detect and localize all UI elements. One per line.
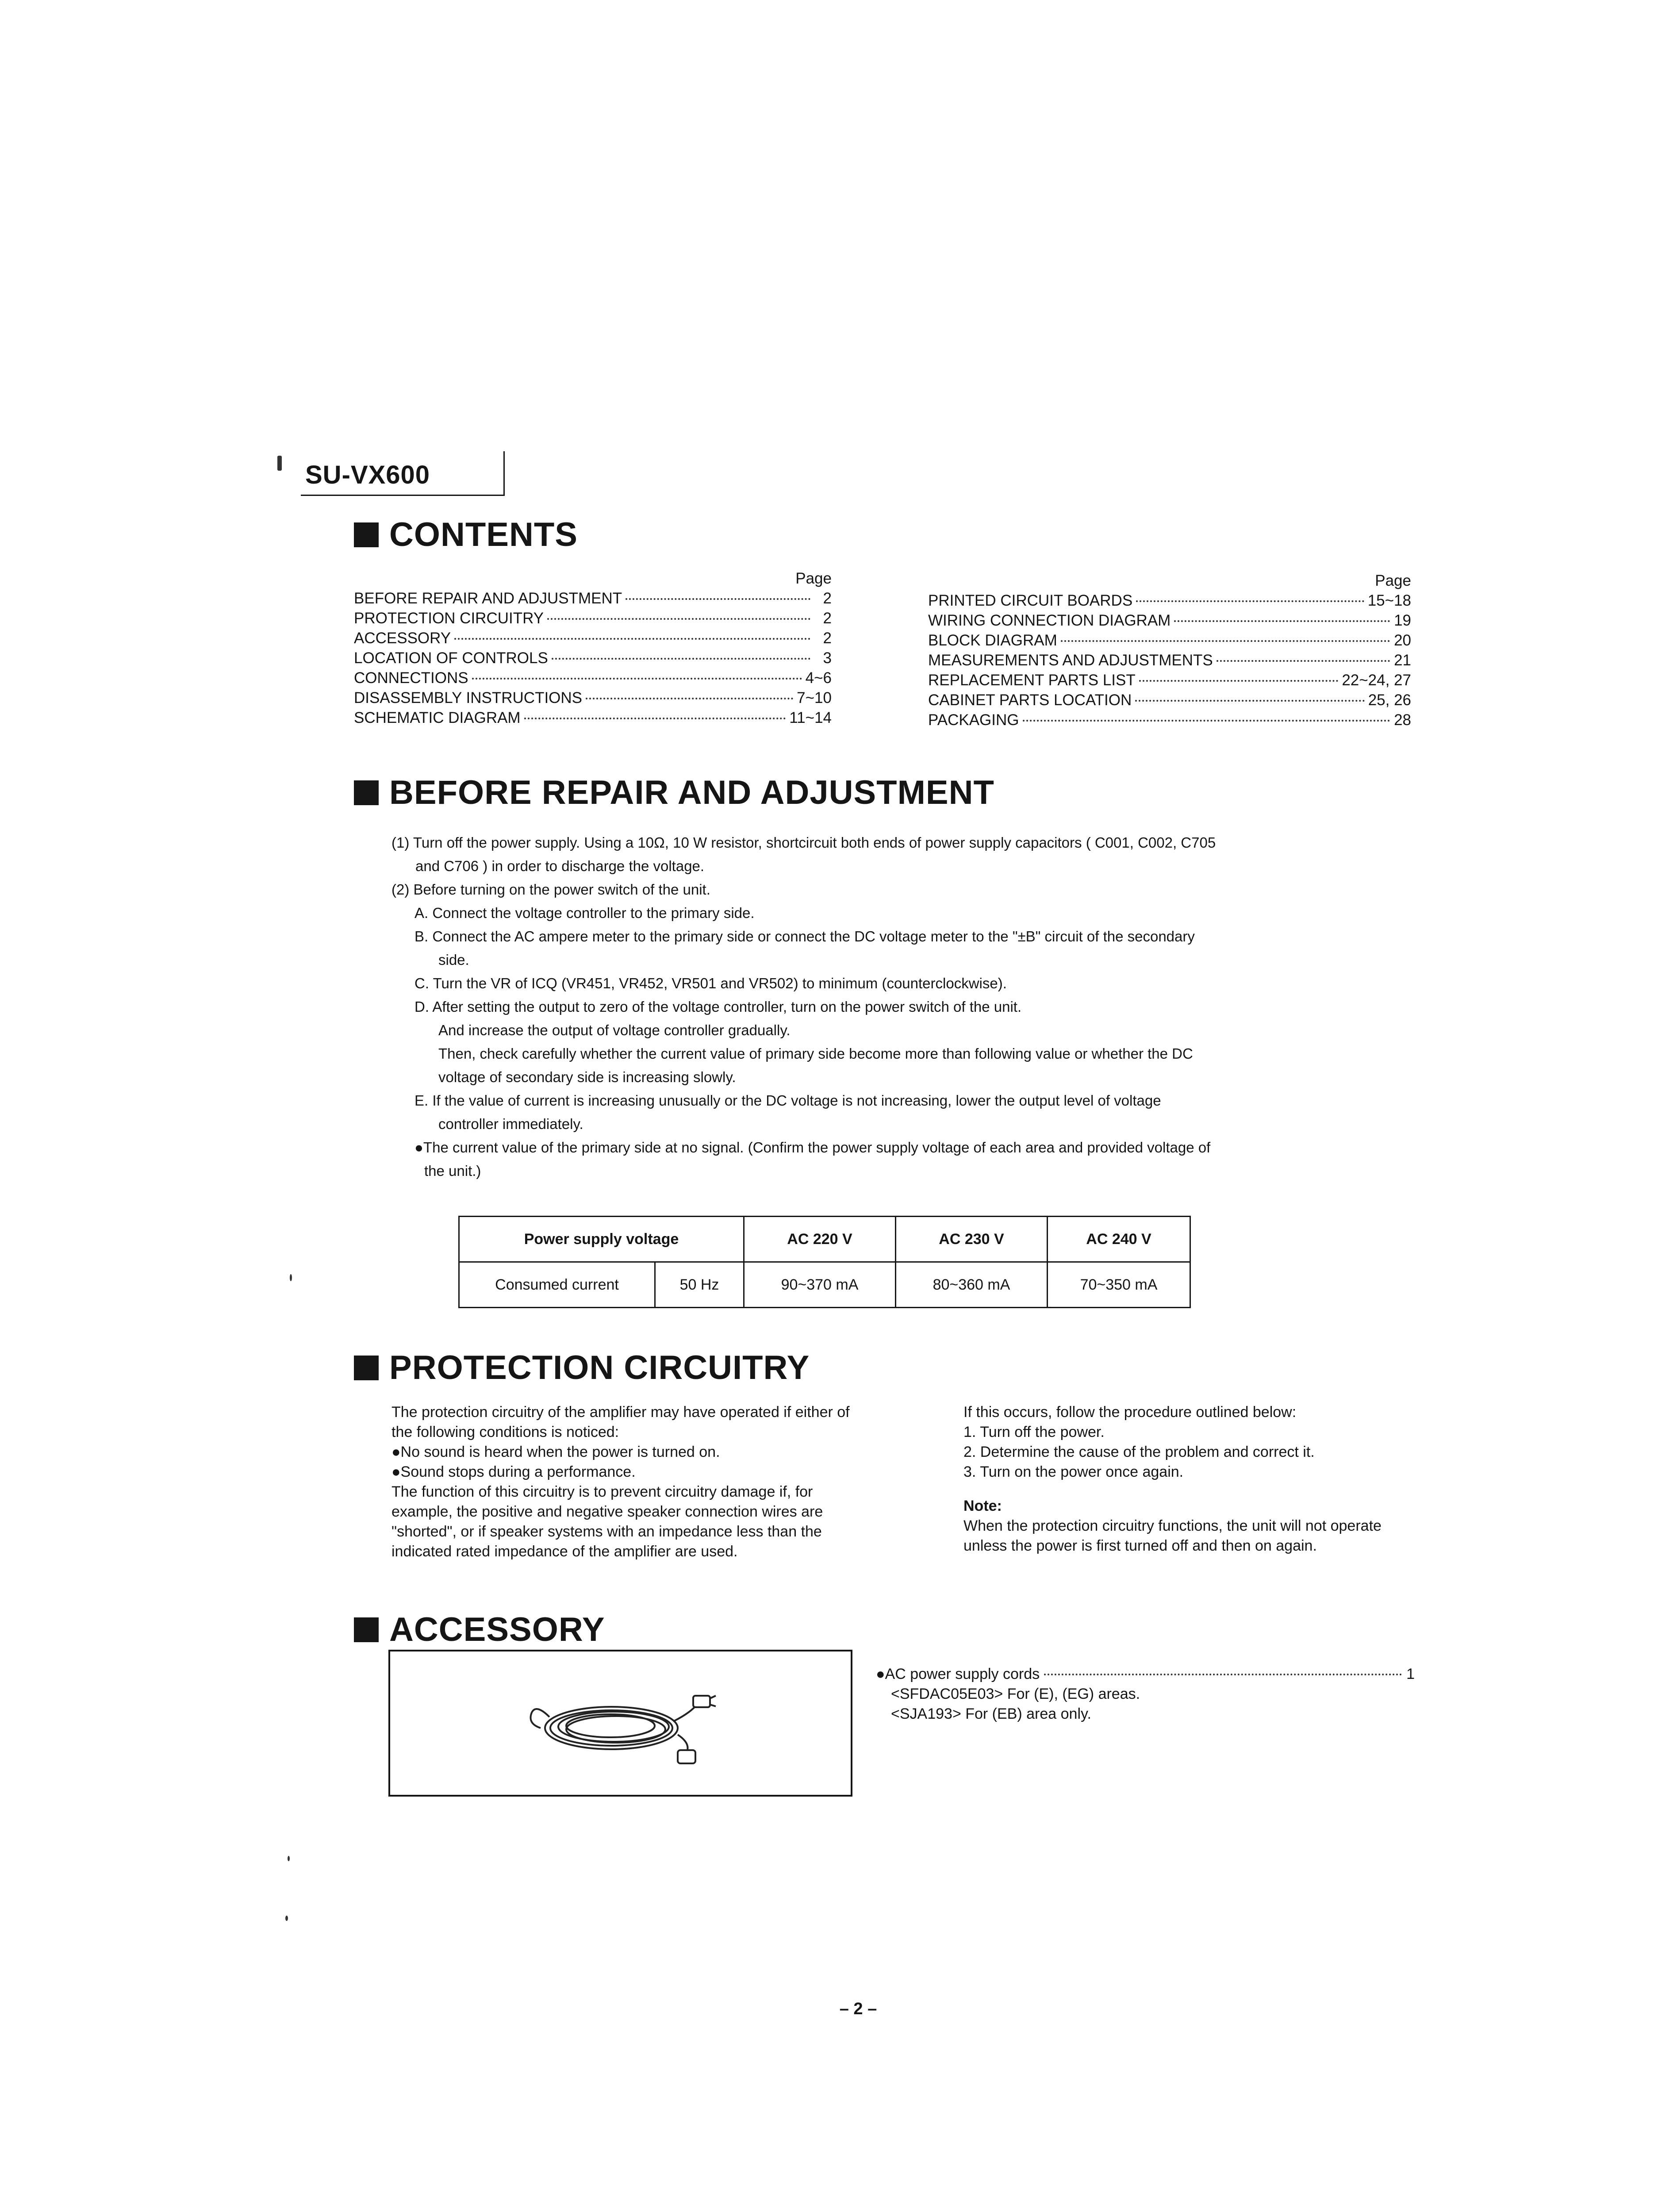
toc-entry-page: 11~14: [789, 709, 832, 726]
accessory-title: ACCESSORY: [389, 1611, 605, 1648]
toc-entry-label: CONNECTIONS: [354, 669, 468, 687]
step-line: ●The current value of the primary side at no signal. (Confirm the power supply voltage of each area and provided voltage of: [414, 1139, 1211, 1156]
scan-mark: [277, 456, 282, 471]
note-title: Note:: [963, 1498, 1002, 1514]
header-divider: [503, 451, 505, 496]
accessory-heading: [354, 1610, 605, 1649]
before-repair-title: BEFORE REPAIR AND ADJUSTMENT: [389, 774, 994, 811]
contents-heading: [354, 515, 578, 554]
table-header-cell: AC 230 V: [896, 1217, 1048, 1262]
table-cell: 80~360 mA: [896, 1262, 1048, 1308]
scan-mark: [288, 1856, 290, 1861]
toc-entry-page: 3: [823, 649, 832, 667]
model-number: SU-VX600: [305, 461, 430, 489]
toc-entry: [928, 690, 1411, 710]
toc-entry: [354, 648, 832, 668]
square-bullet-icon: [354, 1617, 379, 1642]
table-cell: Consumed current: [459, 1262, 655, 1308]
note-line: unless the power is first turned off and then on again.: [963, 1537, 1317, 1554]
before-repair-steps: [391, 831, 1298, 1183]
leader-dots: [1174, 620, 1390, 622]
table-cell: 90~370 mA: [744, 1262, 896, 1308]
step-line: E. If the value of current is increasing unusually or the DC voltage is not increasing, lower the output level of voltage: [414, 1092, 1161, 1109]
protection-title: PROTECTION CIRCUITRY: [389, 1349, 810, 1386]
toc-entry-page: 2: [823, 610, 832, 627]
toc-entry-page: 25, 26: [1368, 691, 1411, 709]
protection-heading: [354, 1348, 810, 1387]
toc-entry-page: 2: [823, 630, 832, 647]
step-line: controller immediately.: [438, 1116, 583, 1132]
toc-entry: [928, 611, 1411, 630]
text-line: indicated rated impedance of the amplifier are used.: [391, 1543, 738, 1560]
accessory-item: [876, 1664, 1415, 1684]
leader-dots: [524, 718, 786, 719]
step-line: B. Connect the AC ampere meter to the primary side or connect the DC voltage meter to the "±B" circuit of the secondary: [414, 928, 1195, 945]
protection-left-text: [391, 1402, 896, 1562]
contents-right-column: [928, 571, 1411, 730]
leader-dots: [1023, 720, 1390, 722]
toc-entry: [354, 688, 832, 708]
leader-dots: [472, 678, 802, 680]
toc-entry-page: 19: [1394, 612, 1411, 629]
toc-entry: [354, 588, 832, 608]
toc-entry-page: 7~10: [797, 689, 832, 707]
square-bullet-icon: [354, 1356, 379, 1380]
step-line: and C706 ) in order to discharge the voltage.: [415, 858, 705, 874]
toc-entry-page: 21: [1394, 652, 1411, 669]
step-line: voltage of secondary side is increasing slowly.: [438, 1069, 736, 1085]
square-bullet-icon: [354, 522, 379, 547]
accessory-image-box: [388, 1650, 852, 1797]
toc-entry-label: SCHEMATIC DIAGRAM: [354, 709, 521, 726]
table-header-cell: AC 220 V: [744, 1217, 896, 1262]
header-underline: [301, 495, 504, 496]
step-line: (2) Before turning on the power switch of the unit.: [391, 881, 710, 898]
contents-title: CONTENTS: [389, 516, 578, 553]
toc-entry: [928, 670, 1411, 690]
toc-entry-page: 22~24, 27: [1342, 672, 1411, 689]
scan-mark: [285, 1916, 288, 1921]
power-supply-table: [458, 1216, 1191, 1308]
text-line: ●Sound stops during a performance.: [391, 1463, 636, 1480]
before-repair-heading: [354, 773, 994, 812]
step-line: side.: [438, 952, 469, 968]
table-cell: 70~350 mA: [1048, 1262, 1190, 1308]
leader-dots: [1044, 1674, 1402, 1675]
accessory-item-label: ●AC power supply cords: [876, 1666, 1040, 1682]
toc-entry-label: PRINTED CIRCUIT BOARDS: [928, 592, 1133, 609]
step-line: D. After setting the output to zero of the voltage controller, turn on the power switch of the unit.: [414, 998, 1022, 1015]
toc-entry: [354, 668, 832, 688]
table-cell: 50 Hz: [655, 1262, 744, 1308]
accessory-part-line: <SFDAC05E03> For (E), (EG) areas.: [891, 1686, 1140, 1702]
table-header-row: [459, 1217, 1190, 1262]
leader-dots: [586, 698, 793, 699]
toc-entry: [928, 710, 1411, 730]
scan-mark: [290, 1274, 292, 1281]
step-line: C. Turn the VR of ICQ (VR451, VR452, VR501 and VR502) to minimum (counterclockwise).: [414, 975, 1007, 991]
table-header-cell: Power supply voltage: [459, 1217, 744, 1262]
toc-entry-page: 20: [1394, 632, 1411, 649]
toc-entry: [354, 628, 832, 648]
text-line: If this occurs, follow the procedure outlined below:: [963, 1404, 1297, 1421]
toc-entry: [354, 608, 832, 628]
toc-entry-page: 28: [1394, 711, 1411, 729]
toc-entry-label: MEASUREMENTS AND ADJUSTMENTS: [928, 652, 1213, 669]
toc-entry-label: PACKAGING: [928, 711, 1019, 729]
step-line: A. Connect the voltage controller to the primary side.: [414, 905, 755, 921]
toc-entry: [928, 630, 1411, 650]
page-column-label: Page: [795, 570, 832, 587]
text-line: The protection circuitry of the amplifier may have operated if either of: [391, 1404, 850, 1421]
toc-entry-label: LOCATION OF CONTROLS: [354, 649, 548, 667]
text-line: 1. Turn off the power.: [963, 1424, 1105, 1440]
leader-dots: [547, 618, 810, 620]
leader-dots: [1136, 600, 1364, 602]
leader-dots: [1217, 660, 1390, 662]
toc-entry-page: 15~18: [1367, 592, 1411, 609]
text-line: 3. Turn on the power once again.: [963, 1463, 1184, 1480]
step-line: (1) Turn off the power supply. Using a 10Ω, 10 W resistor, shortcircuit both ends of power supply capacitors ( C001, C002, C705: [391, 834, 1216, 851]
toc-entry-page: 4~6: [805, 669, 832, 687]
toc-entry-label: BLOCK DIAGRAM: [928, 632, 1057, 649]
page-column-label: Page: [1375, 572, 1411, 589]
toc-entry-label: DISASSEMBLY INSTRUCTIONS: [354, 689, 583, 707]
text-line: example, the positive and negative speaker connection wires are: [391, 1503, 823, 1520]
toc-entry: [354, 708, 832, 728]
text-line: 2. Determine the cause of the problem and correct it.: [963, 1444, 1315, 1460]
text-line: "shorted", or if speaker systems with an impedance less than the: [391, 1523, 822, 1540]
leader-dots: [552, 658, 810, 660]
text-line: the following conditions is noticed:: [391, 1424, 619, 1440]
text-line: The function of this circuitry is to prevent circuitry damage if, for: [391, 1483, 813, 1500]
leader-dots: [1135, 700, 1364, 702]
toc-entry-label: ACCESSORY: [354, 630, 451, 647]
toc-entry-page: 2: [823, 590, 832, 607]
leader-dots: [1139, 680, 1339, 682]
accessory-item-qty: 1: [1406, 1666, 1415, 1682]
table-row: [459, 1262, 1190, 1308]
accessory-part-line: <SJA193> For (EB) area only.: [891, 1705, 1091, 1722]
toc-entry-label: REPLACEMENT PARTS LIST: [928, 672, 1136, 689]
toc-entry-label: CABINET PARTS LOCATION: [928, 691, 1132, 709]
power-cord-icon: [523, 1686, 718, 1766]
toc-entry: [928, 591, 1411, 611]
protection-right-text: [963, 1402, 1450, 1556]
toc-entry: [928, 650, 1411, 670]
table-header-cell: AC 240 V: [1048, 1217, 1190, 1262]
square-bullet-icon: [354, 780, 379, 805]
toc-entry-label: BEFORE REPAIR AND ADJUSTMENT: [354, 590, 622, 607]
leader-dots: [454, 638, 810, 640]
leader-dots: [1061, 640, 1390, 642]
accessory-list: [876, 1664, 1415, 1724]
step-line: the unit.): [424, 1163, 481, 1179]
page-number: – 2 –: [839, 2000, 877, 2018]
toc-entry-label: WIRING CONNECTION DIAGRAM: [928, 612, 1171, 629]
step-line: And increase the output of voltage controller gradually.: [438, 1022, 791, 1038]
contents-left-column: [354, 568, 832, 728]
toc-entry-label: PROTECTION CIRCUITRY: [354, 610, 544, 627]
step-line: Then, check carefully whether the current value of primary side become more than following value or whether the DC: [438, 1045, 1193, 1062]
leader-dots: [626, 598, 810, 600]
text-line: ●No sound is heard when the power is turned on.: [391, 1444, 720, 1460]
note-line: When the protection circuitry functions, the unit will not operate: [963, 1517, 1382, 1534]
